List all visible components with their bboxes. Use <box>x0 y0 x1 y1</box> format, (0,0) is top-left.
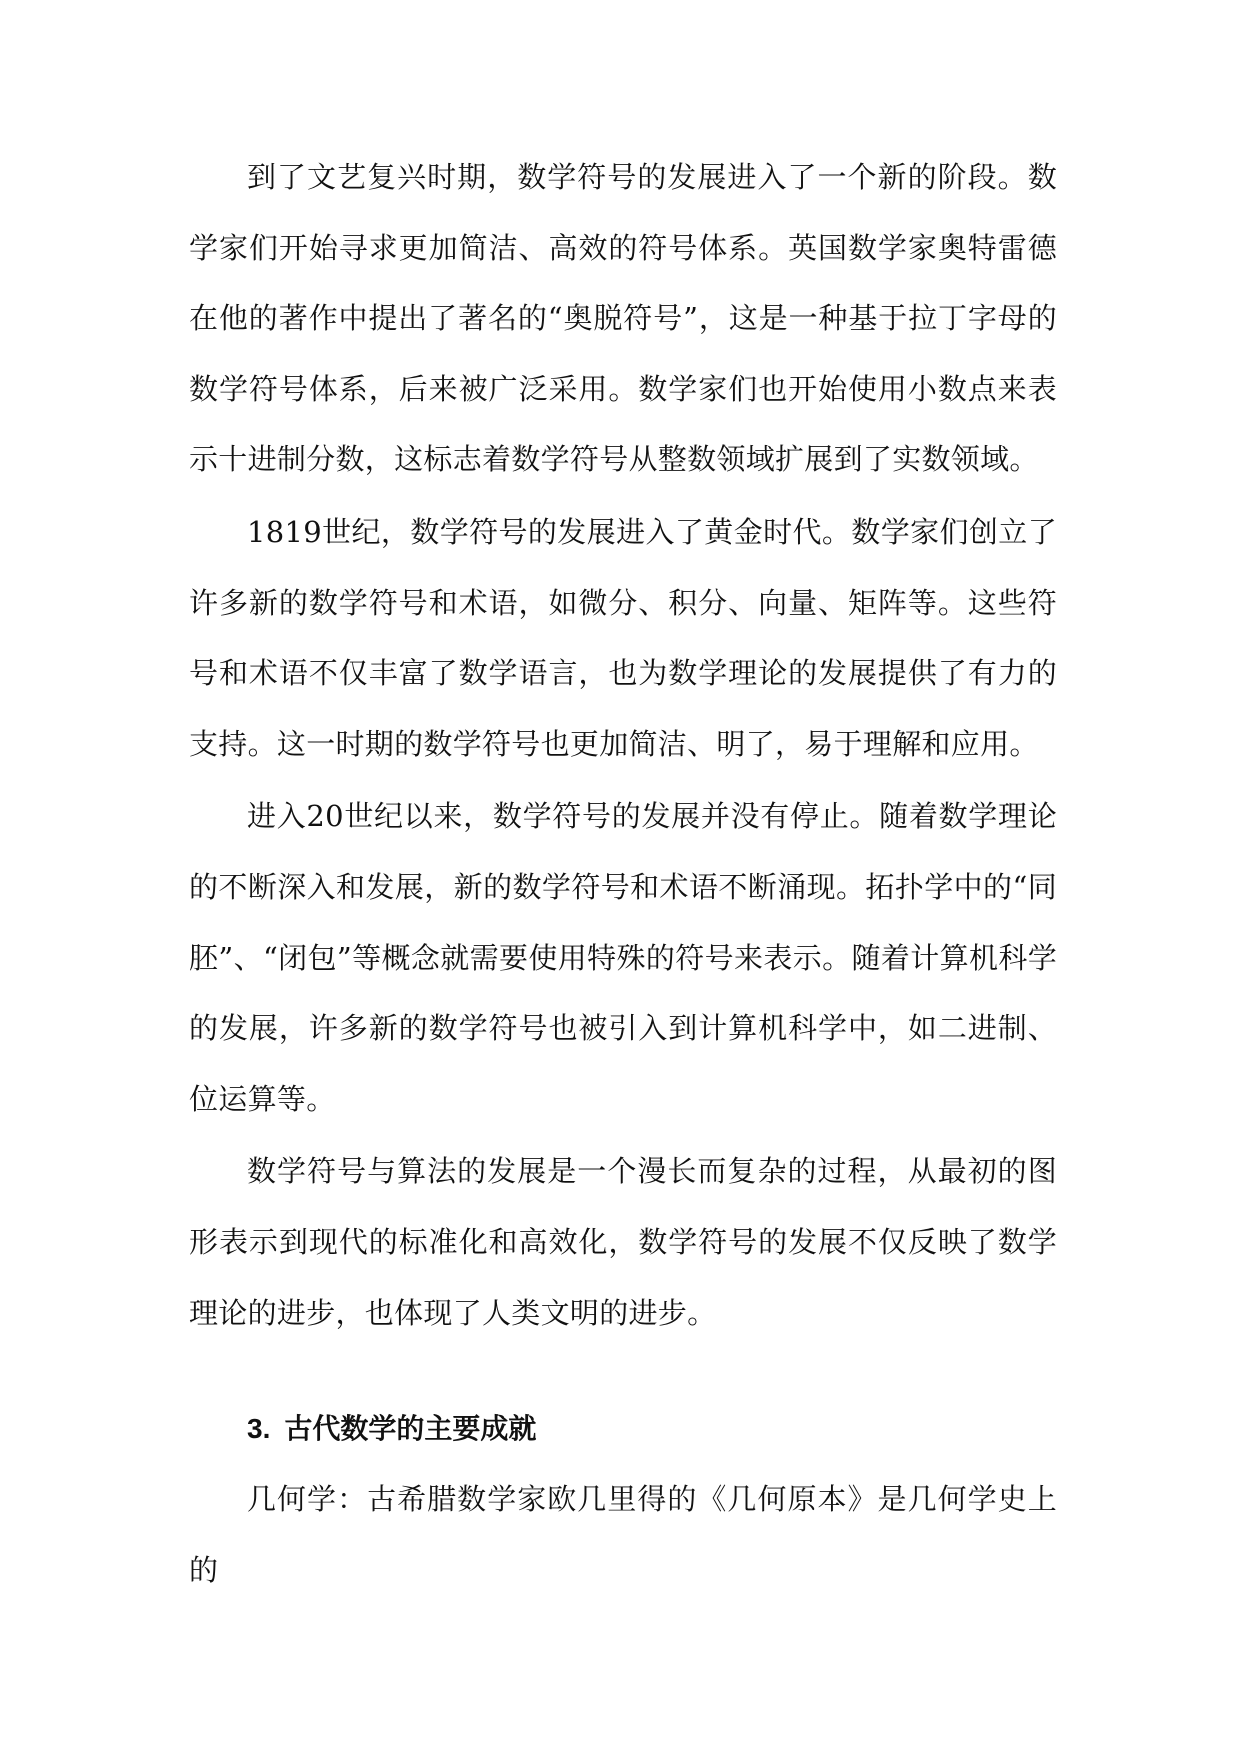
section-heading <box>189 1394 1057 1464</box>
paragraph-geometry: 几何学：古希腊数学家欧几里得的《几何原本》是几何学史上的 <box>189 1482 1057 1587</box>
paragraph-renaissance: 到了文艺复兴时期，数学符号的发展进入了一个新的阶段。数学家们开始寻求更加简洁、高效的符号体系。英国数学家奥特雷德在他的著作中提出了著名的“奥脱符号”，这是一种基于拉丁字母的数学符号体系，后来被广泛采用。数学家们也开始使用小数点来表示十进制分数，这标志着数学符号从整数领域扩展到了实数领域。 <box>189 160 1057 477</box>
paragraph-20th-century: 进入20世纪以来，数学符号的发展并没有停止。随着数学理论的不断深入和发展，新的数学符号和术语不断涌现。拓扑学中的“同胚”、“闭包”等概念就需要使用特殊的符号来表示。随着计算机科学的发展，许多新的数学符号也被引入到计算机科学中，如二进制、位运算等。 <box>189 799 1057 1116</box>
section-number: 3. <box>247 1413 271 1445</box>
document-body <box>189 142 1057 1607</box>
paragraph-summary: 数学符号与算法的发展是一个漫长而复杂的过程，从最初的图形表示到现代的标准化和高效化，数学符号的发展不仅反映了数学理论的进步，也体现了人类文明的进步。 <box>189 1154 1057 1330</box>
paragraph-golden-age: 1819世纪，数学符号的发展进入了黄金时代。数学家们创立了许多新的数学符号和术语，如微分、积分、向量、矩阵等。这些符号和术语不仅丰富了数学语言，也为数学理论的发展提供了有力的支持。这一时期的数学符号也更加简洁、明了，易于理解和应用。 <box>189 514 1057 761</box>
section-title: 古代数学的主要成就 <box>284 1412 537 1446</box>
